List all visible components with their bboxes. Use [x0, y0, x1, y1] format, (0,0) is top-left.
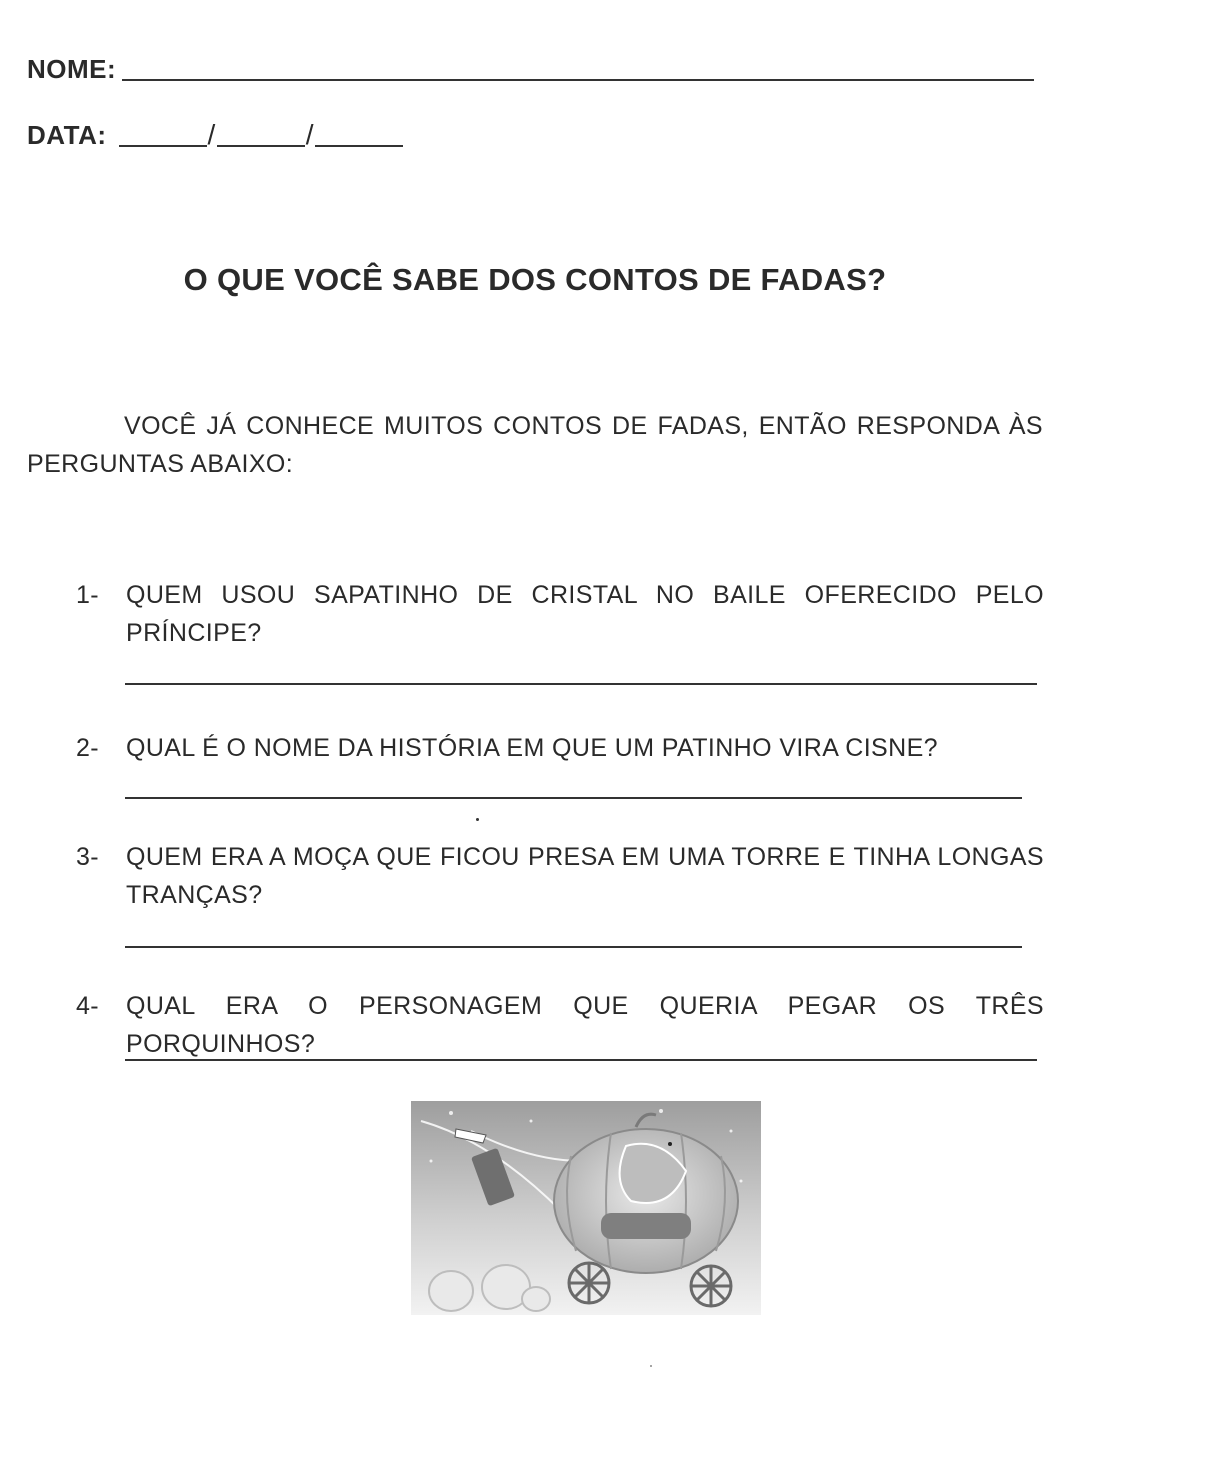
name-field-row	[27, 54, 1034, 85]
question-item	[76, 838, 1044, 914]
date-separator: /	[305, 119, 315, 150]
question-number: 2-	[76, 734, 100, 762]
scan-speck	[476, 818, 479, 821]
date-field-row	[27, 119, 403, 151]
question-text: QUEM USOU SAPATINHO DE CRISTAL NO BAILE OFERECIDO PELO PRÍNCIPE?	[126, 581, 1044, 647]
question-item	[76, 987, 1044, 1063]
date-day-blank[interactable]	[119, 145, 207, 147]
answer-line[interactable]	[125, 797, 1022, 799]
pumpkin-carriage-illustration	[411, 1101, 761, 1315]
question-number: 3-	[76, 843, 100, 871]
question-number: 1-	[76, 581, 100, 609]
illustration-speck	[668, 1142, 672, 1146]
question-text: QUEM ERA A MOÇA QUE FICOU PRESA EM UMA TORRE E TINHA LONGAS TRANÇAS?	[126, 843, 1044, 909]
answer-line[interactable]	[125, 946, 1022, 948]
date-month-blank[interactable]	[217, 145, 305, 147]
question-text: QUAL ERA O PERSONAGEM QUE QUERIA PEGAR OS TRÊS PORQUINHOS?	[126, 992, 1044, 1058]
answer-line[interactable]	[125, 683, 1037, 685]
question-item	[76, 576, 1044, 652]
worksheet-title: O QUE VOCÊ SABE DOS CONTOS DE FADAS?	[183, 262, 887, 297]
scan-speck	[650, 1365, 652, 1367]
answer-line[interactable]	[125, 1059, 1037, 1061]
name-input-line[interactable]	[122, 79, 1034, 81]
intro-paragraph: VOCÊ JÁ CONHECE MUITOS CONTOS DE FADAS, ENTÃO RESPONDA ÀS PERGUNTAS ABAIXO:	[27, 412, 1043, 478]
question-item	[76, 729, 1044, 767]
date-year-blank[interactable]	[315, 145, 403, 147]
question-number: 4-	[76, 992, 100, 1020]
date-separator: /	[207, 119, 216, 150]
question-text: QUAL É O NOME DA HISTÓRIA EM QUE UM PATINHO VIRA CISNE?	[126, 734, 938, 762]
date-label: DATA:	[27, 120, 107, 150]
name-label: NOME:	[27, 54, 117, 84]
